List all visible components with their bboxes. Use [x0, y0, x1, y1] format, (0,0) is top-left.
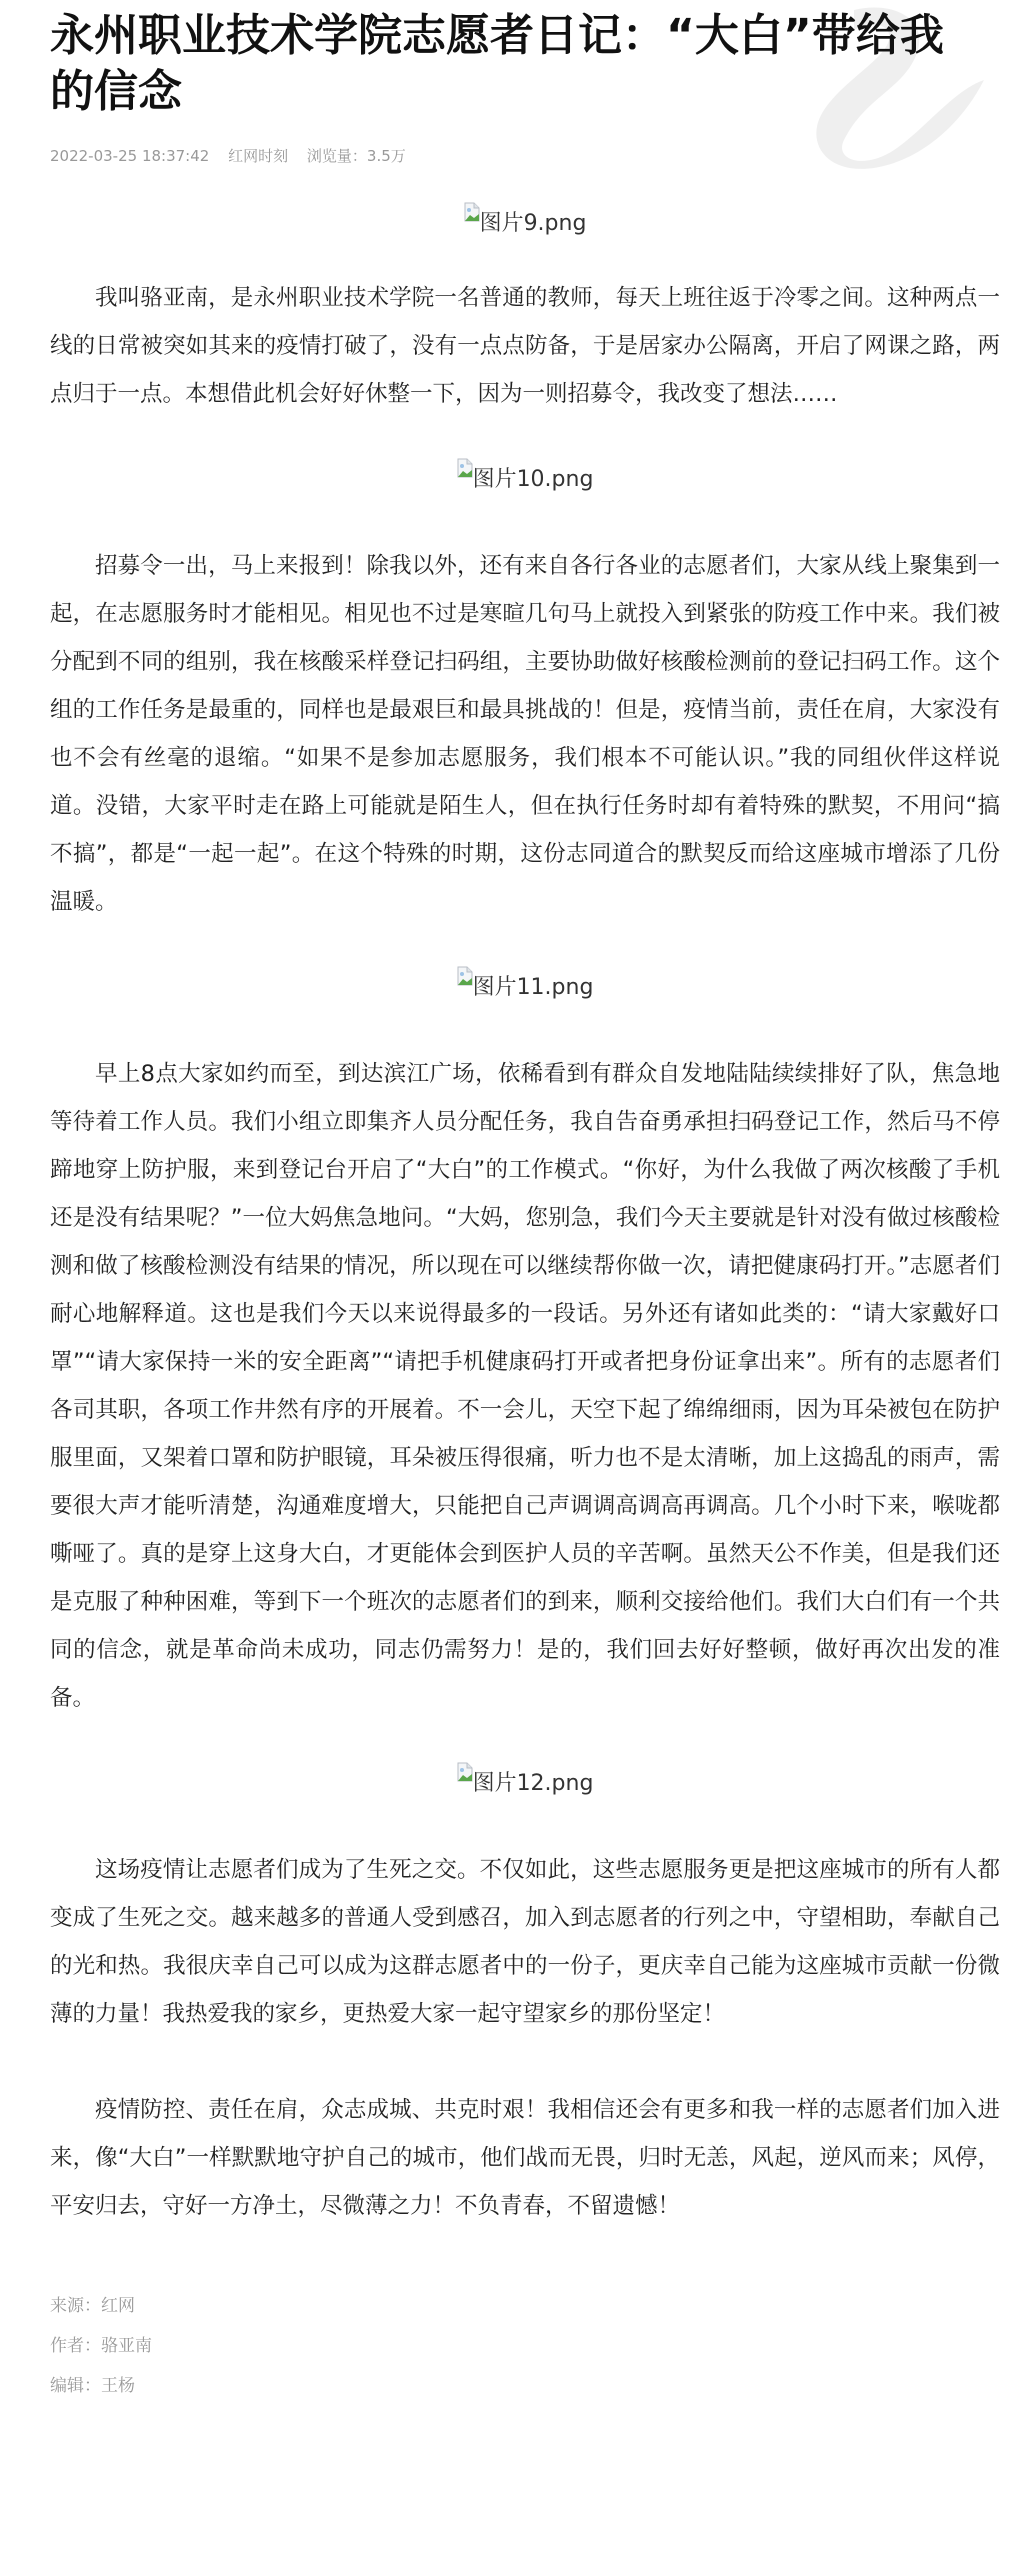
broken-image-icon — [464, 202, 480, 222]
image-alt-text: 图片10.png — [472, 467, 594, 492]
author-line: 作者：骆亚南 — [50, 2336, 152, 2356]
image-alt-text: 图片9.png — [479, 211, 587, 236]
paragraph: 我叫骆亚南，是永州职业技术学院一名普通的教师，每天上班往返于冷零之间。这种两点一线的日常被突如其来的疫情打破了，没有一点点防备，于是居家办公隔离，开启了网课之路，两点归于一点。本想借此机会好好休整一下，因为一则招募令，我改变了想法…… — [50, 285, 1000, 407]
view-count-label: 浏览量： — [306, 147, 367, 165]
broken-image-icon — [457, 1762, 473, 1782]
publish-datetime: 2022-03-25 18:37:42 — [50, 147, 210, 165]
article — [50, 0, 1000, 2406]
image-alt-text: 图片11.png — [472, 975, 594, 1000]
image-alt-text: 图片12.png — [472, 1771, 594, 1796]
paragraph: 早上8点大家如约而至，到达滨江广场，依稀看到有群众自发地陆陆续续排好了队，焦急地等待着工作人员。我们小组立即集齐人员分配任务，我自告奋勇承担扫码登记工作，然后马不停蹄地穿上防护服，来到登记台开启了“大白”的工作模式。“你好，为什么我做了两次核酸了手机还是没有结果呢？”一位大妈焦急地问。“大妈，您别急，我们今天主要就是针对没有做过核酸检测和做了核酸检测没有结果的情况，所以现在可以继续帮你做一次，请把健康码打开。”志愿者们耐心地解释道。这也是我们今天以来说得最多的一段话。另外还有诸如此类的：“请大家戴好口罩”“请大家保持一米的安全距离”“请把手机健康码打开或者把身份证拿出来”。所有的志愿者们各司其职，各项工作井然有序的开展着。不一会儿，天空下起了绵绵细雨，因为耳朵被包在防护服里面，又架着口罩和防护眼镜，耳朵被压得很痛，听力也不是太清晰，加上这捣乱的雨声，需要很大声才能听清楚，沟通难度增大，只能把自己声调调高调高再调高。几个小时下来，喉咙都嘶哑了。真的是穿上这身大白，才更能体会到医护人员的辛苦啊。虽然天公不作美，但是我们还是克服了种种困难，等到下一个班次的志愿者们的到来，顺利交接给他们。我们大白们有一个共同的信念，就是革命尚未成功，同志仍需努力！是的，我们回去好好整顿，做好再次出发的准备。 — [50, 1061, 1000, 1711]
source-line: 来源：红网 — [50, 2296, 135, 2316]
paragraph: 招募令一出，马上来报到！除我以外，还有来自各行各业的志愿者们，大家从线上聚集到一起，在志愿服务时才能相见。相见也不过是寒暄几句马上就投入到紧张的防疫工作中来。我们被分配到不同的组别，我在核酸采样登记扫码组，主要协助做好核酸检测前的登记扫码工作。这个组的工作任务是最重的，同样也是最艰巨和最具挑战的！但是，疫情当前，责任在肩，大家没有也不会有丝毫的退缩。“如果不是参加志愿服务，我们根本不可能认识。”我的同组伙伴这样说道。没错，大家平时走在路上可能就是陌生人，但在执行任务时却有着特殊的默契，不用问“搞不搞”，都是“一起一起”。在这个特殊的时期，这份志同道合的默契反而给这座城市增添了几份温暖。 — [50, 553, 1000, 915]
article-meta — [50, 146, 1000, 166]
paragraph: 疫情防控、责任在肩，众志成城、共克时艰！我相信还会有更多和我一样的志愿者们加入进来，像“大白”一样默默地守护自己的城市，他们战而无畏，归时无恙，风起，逆风而来；风停，平安归去，守好一方净土，尽微薄之力！不负青春，不留遗憾！ — [50, 2097, 1000, 2219]
view-count — [307, 147, 406, 165]
channel-name: 红网时刻 — [228, 147, 289, 165]
article-footer — [50, 2286, 1000, 2406]
article-title: 永州职业技术学院志愿者日记：“大白”带给我的信念 — [50, 10, 944, 117]
broken-image-icon — [457, 966, 473, 986]
article-image-1 — [50, 204, 1000, 244]
article-image-3 — [50, 968, 1000, 1008]
editor-line: 编辑：王杨 — [50, 2376, 135, 2396]
broken-image-icon — [457, 458, 473, 478]
article-image-2 — [50, 460, 1000, 500]
view-count-value: 3.5万 — [366, 147, 406, 165]
article-image-4 — [50, 1764, 1000, 1804]
paragraph: 这场疫情让志愿者们成为了生死之交。不仅如此，这些志愿服务更是把这座城市的所有人都变成了生死之交。越来越多的普通人受到感召，加入到志愿者的行列之中，守望相助，奉献自己的光和热。我很庆幸自己可以成为这群志愿者中的一份子，更庆幸自己能为这座城市贡献一份微薄的力量！我热爱我的家乡，更热爱大家一起守望家乡的那份坚定！ — [50, 1857, 1000, 2027]
